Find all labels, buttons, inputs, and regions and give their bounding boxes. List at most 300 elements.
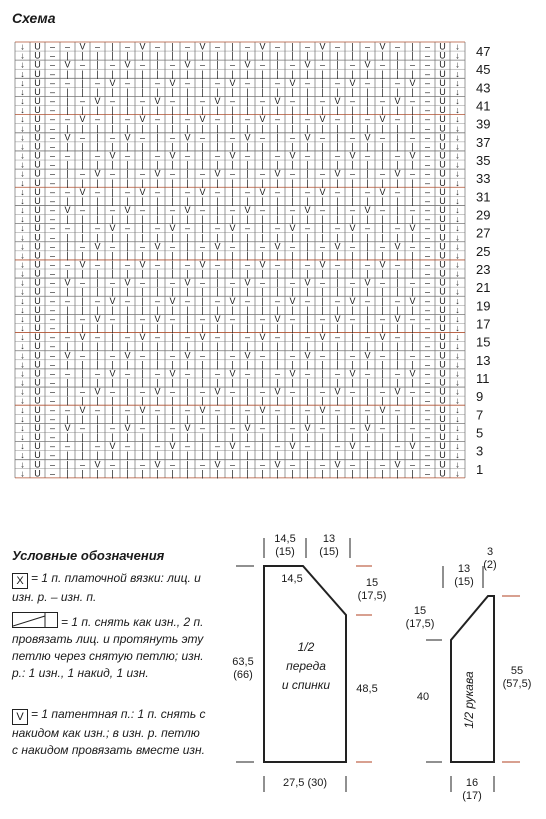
chart-stitch: |: [81, 141, 84, 152]
chart-stitch: |: [126, 413, 129, 424]
chart-stitch: –: [49, 214, 56, 225]
chart-stitch: |: [216, 350, 219, 361]
chart-stitch: V: [154, 313, 161, 324]
chart-stitch: |: [156, 323, 159, 334]
chart-stitch: V: [274, 313, 281, 324]
chart-stitch: |: [306, 195, 309, 206]
chart-stitch: |: [171, 68, 174, 79]
chart-stitch: U: [439, 295, 446, 306]
chart-stitch: |: [111, 214, 114, 225]
chart-stitch: |: [336, 323, 339, 334]
chart-stitch: –: [424, 68, 431, 79]
chart-stitch: |: [216, 450, 219, 461]
chart-stitch: –: [214, 186, 221, 197]
chart-stitch: –: [109, 96, 116, 107]
chart-stitch: V: [244, 277, 251, 288]
chart-stitch: |: [156, 195, 159, 206]
chart-stitch: –: [124, 77, 131, 88]
chart-stitch: |: [96, 105, 99, 116]
chart-stitch: –: [259, 96, 266, 107]
chart-stitch: |: [321, 223, 324, 234]
chart-stitch: |: [126, 313, 129, 324]
chart-stitch: |: [246, 232, 249, 243]
chart-stitch: |: [381, 359, 384, 370]
chart-stitch: |: [66, 195, 69, 206]
row-number: 33: [476, 171, 491, 187]
chart-stitch: U: [439, 86, 446, 97]
chart-stitch: |: [351, 332, 354, 343]
chart-stitch: –: [94, 441, 101, 452]
chart-stitch: |: [366, 96, 369, 107]
chart-stitch: |: [306, 386, 309, 397]
chart-stitch: |: [411, 86, 414, 97]
chart-stitch: V: [214, 386, 221, 397]
chart-stitch: |: [336, 450, 339, 461]
chart-stitch: |: [411, 268, 414, 279]
chart-stitch: V: [409, 223, 416, 234]
chart-stitch: ↓: [455, 468, 460, 479]
chart-stitch: |: [246, 313, 249, 324]
chart-stitch: |: [141, 395, 144, 406]
chart-stitch: |: [321, 432, 324, 443]
chart-stitch: |: [411, 413, 414, 424]
chart-stitch: –: [49, 241, 56, 252]
chart-stitch: –: [304, 368, 311, 379]
chart-stitch: |: [81, 341, 84, 352]
chart-stitch: –: [394, 404, 401, 415]
chart-stitch: V: [259, 186, 266, 197]
chart-stitch: |: [291, 468, 294, 479]
chart-stitch: –: [94, 368, 101, 379]
chart-stitch: –: [259, 168, 266, 179]
chart-stitch: –: [394, 150, 401, 161]
chart-stitch: |: [351, 250, 354, 261]
chart-stitch: |: [96, 350, 99, 361]
chart-stitch: |: [306, 432, 309, 443]
sleeve-cap-measure: 15: [413, 605, 427, 617]
chart-stitch: |: [216, 141, 219, 152]
row-number: 1: [476, 461, 484, 477]
chart-stitch: |: [276, 377, 279, 388]
chart-stitch: |: [171, 195, 174, 206]
chart-stitch: |: [231, 377, 234, 388]
chart-stitch: –: [289, 459, 296, 470]
chart-stitch: |: [186, 232, 189, 243]
chart-stitch: –: [79, 350, 86, 361]
chart-stitch: |: [126, 286, 129, 297]
chart-stitch: |: [336, 359, 339, 370]
chart-stitch: –: [49, 413, 56, 424]
chart-stitch: |: [216, 177, 219, 188]
chart-stitch: |: [171, 395, 174, 406]
chart-stitch: –: [379, 350, 386, 361]
chart-stitch: –: [49, 277, 56, 288]
chart-stitch: –: [49, 96, 56, 107]
chart-stitch: |: [141, 214, 144, 225]
chart-stitch: |: [381, 341, 384, 352]
chart-stitch: |: [186, 432, 189, 443]
chart-stitch: |: [306, 50, 309, 61]
chart-stitch: |: [336, 50, 339, 61]
chart-stitch: |: [411, 323, 414, 334]
chart-stitch: ↓: [20, 50, 25, 61]
chart-stitch: U: [34, 223, 41, 234]
chart-stitch: –: [334, 114, 341, 125]
chart-stitch: –: [304, 77, 311, 88]
chart-stitch: –: [319, 241, 326, 252]
chart-stitch: |: [186, 123, 189, 134]
chart-stitch: |: [111, 259, 114, 270]
chart-stitch: |: [411, 186, 414, 197]
chart-stitch: |: [321, 50, 324, 61]
chart-stitch: |: [186, 468, 189, 479]
chart-stitch: V: [289, 295, 296, 306]
chart-stitch: V: [139, 41, 146, 52]
chart-stitch: |: [261, 123, 264, 134]
chart-stitch: |: [381, 323, 384, 334]
chart-stitch: |: [171, 141, 174, 152]
chart-stitch: |: [276, 68, 279, 79]
chart-stitch: V: [304, 422, 311, 433]
chart-stitch: |: [411, 68, 414, 79]
chart-stitch: –: [424, 241, 431, 252]
chart-stitch: |: [111, 432, 114, 443]
chart-stitch: |: [246, 50, 249, 61]
chart-stitch: |: [141, 286, 144, 297]
chart-stitch: |: [276, 359, 279, 370]
chart-stitch: U: [34, 395, 41, 406]
chart-stitch: |: [141, 159, 144, 170]
chart-stitch: |: [96, 422, 99, 433]
chart-stitch: –: [364, 186, 371, 197]
chart-stitch: –: [274, 223, 281, 234]
chart-stitch: |: [231, 114, 234, 125]
chart-stitch: –: [424, 132, 431, 143]
chart-stitch: |: [201, 223, 204, 234]
chart-stitch: V: [154, 168, 161, 179]
chart-stitch: ↓: [20, 323, 25, 334]
chart-stitch: U: [439, 368, 446, 379]
chart-stitch: |: [276, 132, 279, 143]
chart-stitch: V: [334, 168, 341, 179]
chart-stitch: U: [439, 386, 446, 397]
chart-stitch: –: [154, 259, 161, 270]
chart-stitch: |: [201, 86, 204, 97]
chart-stitch: |: [411, 432, 414, 443]
chart-stitch: –: [139, 59, 146, 70]
chart-stitch: ↓: [20, 68, 25, 79]
chart-stitch: ↓: [20, 114, 25, 125]
chart-stitch: U: [34, 205, 41, 216]
chart-stitch: –: [319, 277, 326, 288]
row-number: 19: [476, 298, 491, 314]
chart-stitch: –: [259, 59, 266, 70]
chart-stitch: |: [321, 123, 324, 134]
chart-stitch: –: [49, 395, 56, 406]
chart-stitch: –: [49, 459, 56, 470]
chart-stitch: V: [304, 205, 311, 216]
chart-stitch: |: [156, 177, 159, 188]
chart-stitch: |: [381, 177, 384, 188]
chart-stitch: |: [351, 359, 354, 370]
row-number: 15: [476, 334, 491, 350]
chart-stitch: |: [231, 195, 234, 206]
chart-stitch: ↓: [455, 223, 460, 234]
chart-stitch: ↓: [20, 105, 25, 116]
chart-stitch: V: [154, 386, 161, 397]
chart-stitch: |: [96, 395, 99, 406]
chart-stitch: |: [396, 350, 399, 361]
chart-stitch: |: [171, 86, 174, 97]
chart-stitch: |: [321, 141, 324, 152]
chart-stitch: V: [169, 77, 176, 88]
chart-stitch: –: [49, 186, 56, 197]
chart-stitch: |: [201, 105, 204, 116]
chart-stitch: |: [411, 304, 414, 315]
chart-stitch: |: [306, 268, 309, 279]
chart-stitch: |: [276, 59, 279, 70]
chart-stitch: V: [379, 41, 386, 52]
chart-stitch: U: [34, 59, 41, 70]
chart-stitch: |: [231, 41, 234, 52]
chart-stitch: |: [156, 341, 159, 352]
chart-stitch: U: [439, 241, 446, 252]
chart-stitch: |: [261, 177, 264, 188]
chart-stitch: V: [79, 259, 86, 270]
chart-stitch: |: [156, 105, 159, 116]
chart-stitch: –: [64, 41, 71, 52]
chart-stitch: |: [396, 377, 399, 388]
chart-stitch: |: [216, 277, 219, 288]
chart-stitch: |: [396, 468, 399, 479]
chart-stitch: –: [394, 441, 401, 452]
chart-stitch: |: [291, 41, 294, 52]
chart-stitch: –: [199, 422, 206, 433]
sleeve-top-measure-alt: (2): [483, 559, 497, 571]
chart-stitch: |: [396, 141, 399, 152]
chart-stitch: –: [304, 186, 311, 197]
chart-stitch: ↓: [455, 350, 460, 361]
chart-stitch: |: [321, 450, 324, 461]
chart-stitch: U: [439, 114, 446, 125]
chart-stitch: |: [66, 395, 69, 406]
chart-stitch: |: [321, 232, 324, 243]
chart-stitch: –: [169, 350, 176, 361]
chart-stitch: |: [261, 250, 264, 261]
chart-stitch: |: [231, 323, 234, 334]
chart-stitch: –: [94, 114, 101, 125]
chart-stitch: |: [66, 68, 69, 79]
chart-stitch: |: [291, 377, 294, 388]
chart-stitch: |: [366, 286, 369, 297]
chart-stitch: V: [229, 150, 236, 161]
chart-stitch: |: [111, 114, 114, 125]
chart-stitch: –: [154, 186, 161, 197]
chart-stitch: –: [169, 205, 176, 216]
row-number: 7: [476, 407, 484, 423]
chart-stitch: V: [64, 132, 71, 143]
chart-stitch: |: [261, 159, 264, 170]
chart-stitch: –: [244, 41, 251, 52]
chart-stitch: V: [349, 368, 356, 379]
chart-stitch: U: [439, 77, 446, 88]
chart-stitch: |: [216, 413, 219, 424]
chart-stitch: |: [276, 177, 279, 188]
chart-stitch: –: [244, 259, 251, 270]
chart-stitch: –: [49, 368, 56, 379]
chart-stitch: –: [424, 459, 431, 470]
chart-stitch: –: [64, 368, 71, 379]
chart-stitch: V: [94, 96, 101, 107]
chart-stitch: –: [49, 422, 56, 433]
chart-stitch: |: [126, 68, 129, 79]
chart-stitch: |: [81, 368, 84, 379]
chart-stitch: |: [291, 186, 294, 197]
chart-stitch: |: [396, 232, 399, 243]
chart-stitch: ↓: [455, 168, 460, 179]
chart-stitch: |: [186, 86, 189, 97]
chart-stitch: U: [439, 150, 446, 161]
chart-stitch: |: [231, 413, 234, 424]
chart-stitch: ↓: [455, 332, 460, 343]
chart-stitch: –: [109, 459, 116, 470]
chart-stitch: –: [139, 205, 146, 216]
chart-stitch: –: [154, 77, 161, 88]
patent-stitch-icon: V: [12, 709, 28, 725]
chart-stitch: –: [229, 386, 236, 397]
chart-stitch: ↓: [20, 277, 25, 288]
chart-stitch: |: [81, 86, 84, 97]
chart-stitch: –: [214, 41, 221, 52]
chart-stitch: –: [424, 41, 431, 52]
chart-stitch: |: [351, 195, 354, 206]
chart-stitch: |: [141, 150, 144, 161]
chart-stitch: –: [379, 168, 386, 179]
chart-stitch: |: [411, 286, 414, 297]
chart-stitch: –: [289, 96, 296, 107]
chart-stitch: |: [261, 86, 264, 97]
chart-stitch: –: [49, 114, 56, 125]
chart-stitch: –: [424, 432, 431, 443]
chart-stitch: –: [349, 459, 356, 470]
chart-stitch: |: [276, 341, 279, 352]
chart-stitch: |: [96, 195, 99, 206]
chart-stitch: U: [439, 432, 446, 443]
chart-stitch: –: [124, 404, 131, 415]
chart-stitch: –: [274, 368, 281, 379]
chart-stitch: |: [141, 377, 144, 388]
chart-stitch: –: [259, 350, 266, 361]
chart-stitch: ↓: [20, 150, 25, 161]
chart-stitch: V: [124, 205, 131, 216]
chart-stitch: U: [34, 41, 41, 52]
chart-stitch: –: [109, 132, 116, 143]
chart-stitch: |: [351, 186, 354, 197]
chart-stitch: –: [424, 177, 431, 188]
chart-stitch: –: [64, 259, 71, 270]
chart-stitch: |: [276, 304, 279, 315]
chart-stitch: |: [276, 250, 279, 261]
chart-stitch: –: [379, 205, 386, 216]
chart-stitch: V: [109, 150, 116, 161]
chart-stitch: U: [439, 223, 446, 234]
chart-stitch: |: [366, 141, 369, 152]
chart-stitch: |: [381, 395, 384, 406]
chart-stitch: |: [321, 268, 324, 279]
chart-stitch: |: [111, 332, 114, 343]
chart-stitch: ↓: [455, 359, 460, 370]
chart-stitch: V: [319, 259, 326, 270]
chart-stitch: U: [34, 259, 41, 270]
chart-stitch: |: [81, 377, 84, 388]
chart-stitch: |: [81, 223, 84, 234]
chart-stitch: V: [364, 350, 371, 361]
chart-stitch: –: [424, 168, 431, 179]
chart-stitch: |: [381, 223, 384, 234]
chart-stitch: –: [424, 77, 431, 88]
chart-stitch: |: [111, 404, 114, 415]
chart-stitch: |: [156, 432, 159, 443]
chart-stitch: –: [64, 223, 71, 234]
chart-stitch: |: [321, 304, 324, 315]
chart-stitch: |: [336, 195, 339, 206]
chart-stitch: U: [34, 86, 41, 97]
chart-stitch: ↓: [20, 332, 25, 343]
chart-stitch: –: [394, 223, 401, 234]
chart-stitch: ↓: [20, 422, 25, 433]
chart-stitch: |: [291, 86, 294, 97]
chart-stitch: –: [124, 332, 131, 343]
chart-stitch: |: [306, 123, 309, 134]
row-number: 3: [476, 443, 484, 459]
chart-stitch: |: [246, 450, 249, 461]
chart-stitch: |: [261, 468, 264, 479]
chart-stitch: U: [34, 313, 41, 324]
chart-stitch: –: [424, 214, 431, 225]
row-number: 39: [476, 116, 491, 132]
chart-stitch: |: [141, 123, 144, 134]
chart-stitch: –: [49, 50, 56, 61]
sleeve-side-measure: 40: [416, 691, 430, 703]
chart-stitch: |: [306, 86, 309, 97]
chart-stitch: |: [276, 123, 279, 134]
sleeve-top-left-measure: 13: [457, 563, 471, 575]
chart-stitch: V: [259, 114, 266, 125]
chart-stitch: –: [154, 332, 161, 343]
chart-stitch: |: [201, 177, 204, 188]
chart-stitch: |: [171, 41, 174, 52]
chart-stitch: |: [411, 195, 414, 206]
chart-stitch: –: [349, 386, 356, 397]
chart-stitch: –: [199, 168, 206, 179]
chart-stitch: |: [291, 432, 294, 443]
chart-stitch: |: [201, 295, 204, 306]
chart-stitch: |: [381, 77, 384, 88]
chart-stitch: |: [411, 41, 414, 52]
chart-stitch: –: [184, 223, 191, 234]
chart-stitch: |: [396, 59, 399, 70]
chart-stitch: |: [291, 141, 294, 152]
body-shoulder-measure: 15: [365, 577, 379, 589]
chart-stitch: –: [424, 368, 431, 379]
chart-stitch: –: [319, 205, 326, 216]
chart-stitch: |: [231, 105, 234, 116]
chart-stitch: |: [156, 450, 159, 461]
chart-stitch: |: [276, 50, 279, 61]
chart-stitch: V: [409, 441, 416, 452]
chart-stitch: |: [411, 105, 414, 116]
chart-stitch: V: [304, 277, 311, 288]
